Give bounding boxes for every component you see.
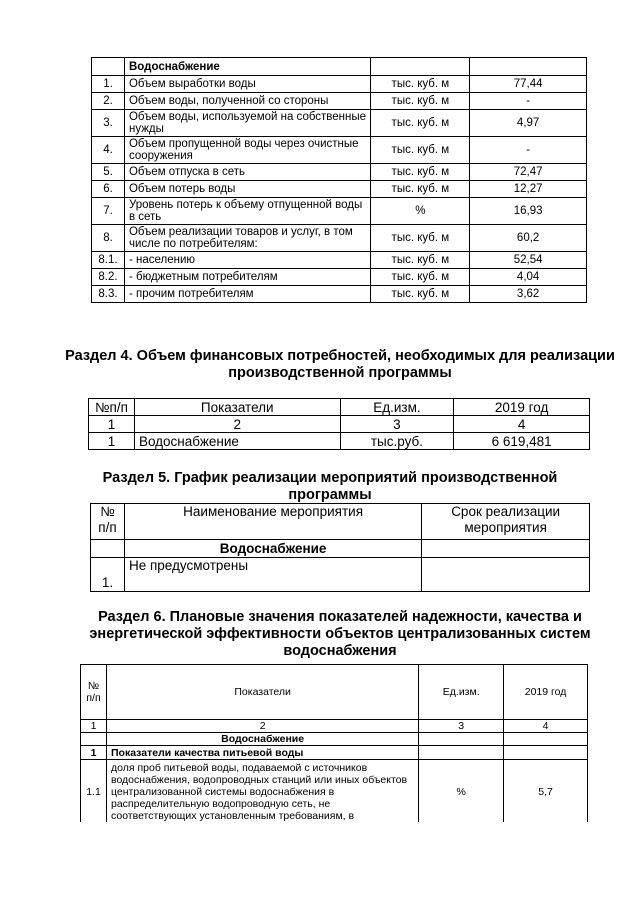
row-unit: тыс. куб. м [371,137,470,164]
row-value: 16,93 [470,198,587,225]
row-name: - прочим потребителям [124,286,371,303]
row-value: 52,54 [470,252,587,269]
row-unit: тыс. куб. м [371,110,470,137]
index-cell: 3 [419,720,504,733]
header-year: 2019 год [504,665,588,720]
table-row [92,252,587,269]
row-name: доля проб питьевой воды, подаваемой с источников водоснабжения, водопроводных станций или иных объектов централизованной системы водоснабжения в распределительную водопроводную сеть, не соответствующих установленным требованиям, в [106,760,418,825]
table-row [92,164,587,181]
row-name: Объем реализации товаров и услуг, в том числе по потребителям: [124,225,371,252]
table-row [92,137,587,164]
row-name: Объем выработки воды [124,76,371,93]
index-cell: 2 [134,416,340,433]
row-activity: Не предусмотрены [124,558,421,592]
row-name: - населению [124,252,371,269]
table-row [92,269,587,286]
row-name: Объем отпуска в сеть [124,164,371,181]
table-row [92,286,587,303]
index-cell: 3 [340,416,454,433]
row-num: 8.3. [92,286,125,303]
header-num: №п/п [89,399,135,416]
row-num: 1 [89,433,135,450]
row-unit: тыс. куб. м [371,164,470,181]
row-name: Уровень потерь к объему отпущенной воды в сеть [124,198,371,225]
row-unit: тыс. куб. м [371,76,470,93]
index-cell: 1 [81,720,107,733]
row-name: Объем воды, используемой на собственные нужды [124,110,371,137]
row-unit: тыс. куб. м [371,252,470,269]
row-value: 4,04 [470,269,587,286]
row-num: 7. [92,198,125,225]
row-value: 12,27 [470,181,587,198]
row-name: Объем потерь воды [124,181,371,198]
water-supply-volume-table [91,57,587,303]
row-value: 60,2 [470,225,587,252]
header-indicators: Показатели [106,665,418,720]
header-num: № п/п [81,665,107,720]
row-name: Объем воды, полученной со стороны [124,93,371,110]
subgroup-title: Показатели качества питьевой воды [106,746,418,760]
row-unit: тыс. куб. м [371,225,470,252]
section5-title: Раздел 5. График реализации мероприятий производственной программы [102,470,558,503]
index-cell: 4 [504,720,588,733]
row-deadline [422,558,590,592]
page-bottom-mask [80,822,590,905]
section4-title: Раздел 4. Объем финансовых потребностей, необходимых для реализации производственной программы [65,348,615,381]
row-value: - [470,93,587,110]
row-value: 4,97 [470,110,587,137]
row-unit: % [371,198,470,225]
row-num: 8. [92,225,125,252]
row-unit: тыс. куб. м [371,269,470,286]
header-deadline: Срок реализации мероприятия [422,504,590,540]
index-cell: 1 [89,416,135,433]
header-unit: Ед.изм. [340,399,454,416]
row-value: 77,44 [470,76,587,93]
row-num: 6. [92,181,125,198]
row-num: 1. [92,76,125,93]
section6-title: Раздел 6. Плановые значения показателей надежности, качества и энергетической эффективности объектов централизованных систем водоснабжения [89,609,591,659]
group-title: Водоснабжение [106,733,418,746]
row-num: 1. [91,558,125,592]
table-row [92,110,587,137]
header-activity: Наименование мероприятия [124,504,421,540]
row-num: 2. [92,93,125,110]
row-num: 8.2. [92,269,125,286]
row-unit: тыс. куб. м [371,181,470,198]
row-value: - [470,137,587,164]
row-value: 5,7 [504,760,588,825]
table-row [92,181,587,198]
section-title: Водоснабжение [124,58,371,76]
row-unit: тыс. куб. м [371,286,470,303]
subgroup-num: 1 [81,746,107,760]
activities-schedule-table [90,503,590,592]
row-unit: тыс. куб. м [371,93,470,110]
row-value: 72,47 [470,164,587,181]
table-row [92,198,587,225]
reliability-indicators-table [80,664,588,825]
row-num: 1.1 [81,760,107,825]
row-num: 4. [92,137,125,164]
row-unit: тыс.руб. [340,433,454,450]
row-name: Водоснабжение [134,433,340,450]
row-value: 3,62 [470,286,587,303]
table-row [92,225,587,252]
group-title: Водоснабжение [124,540,421,558]
row-unit: % [419,760,504,825]
header-indicators: Показатели [134,399,340,416]
index-cell: 4 [454,416,590,433]
row-value: 6 619,481 [454,433,590,450]
header-num: № п/п [91,504,125,540]
row-name: Объем пропущенной воды через очистные сооружения [124,137,371,164]
table-row [92,93,587,110]
row-num: 5. [92,164,125,181]
table-row [92,76,587,93]
row-num: 3. [92,110,125,137]
financial-needs-table [88,398,590,450]
header-year: 2019 год [454,399,590,416]
row-num: 8.1. [92,252,125,269]
row-name: - бюджетным потребителям [124,269,371,286]
index-cell: 2 [106,720,418,733]
header-unit: Ед.изм. [419,665,504,720]
